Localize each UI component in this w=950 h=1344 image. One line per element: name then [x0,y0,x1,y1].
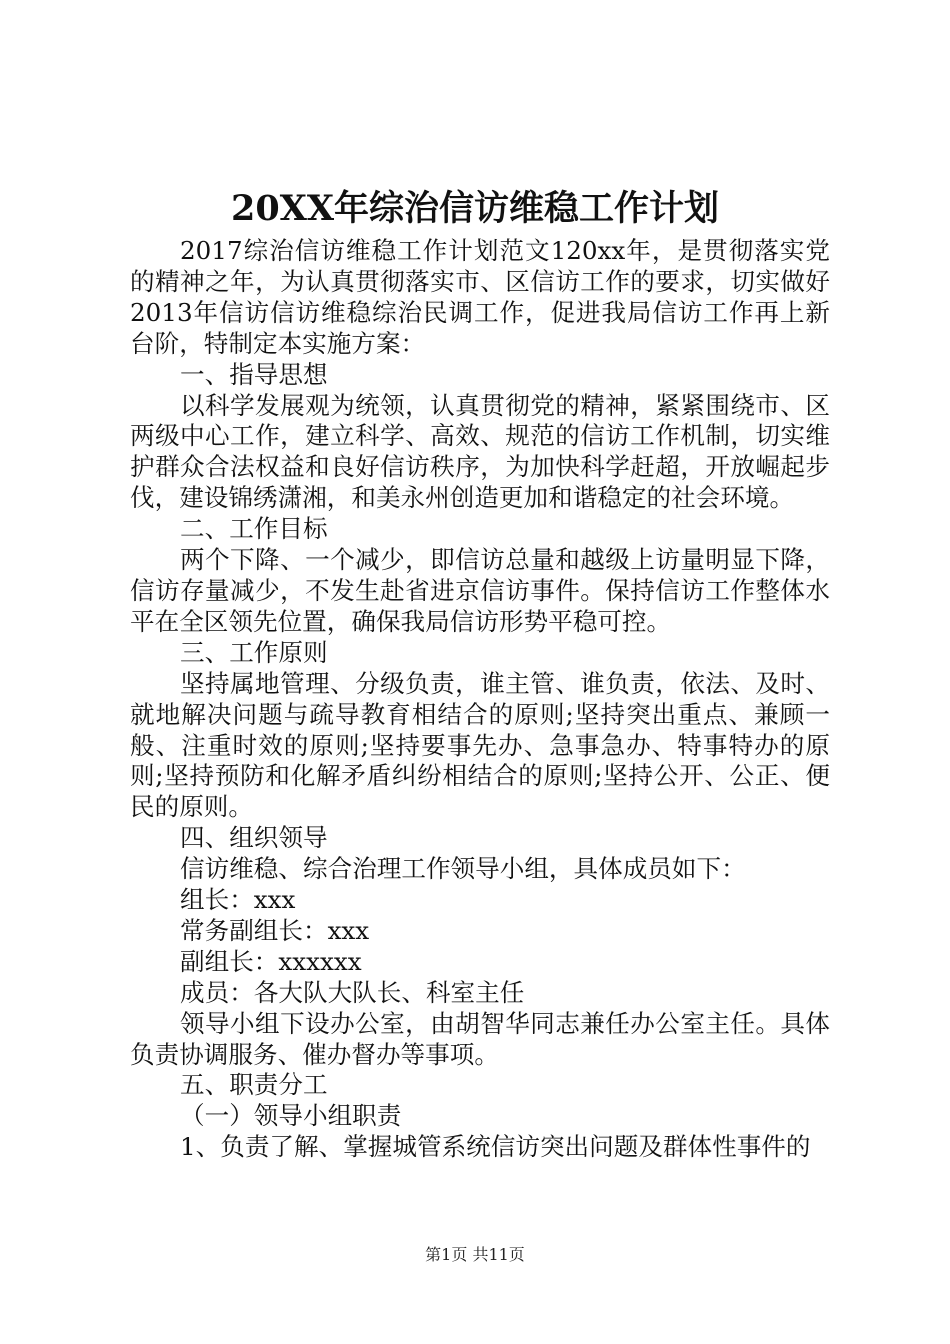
section-heading-work-goals: 二、工作目标 [180,514,328,544]
group-leader-line: 组长：xxx [180,885,296,915]
work-goals-paragraph: 两个下降、一个减少，即信访总量和越级上访量明显下降，信访存量减少，不发生赴省进京信访事件。保持信访工作整体水平在全区领先位置，确保我局信访形势平稳可控。 [130,545,830,636]
organization-intro: 信访维稳、综合治理工作领导小组，具体成员如下： [180,854,746,884]
section-heading-work-principles: 三、工作原则 [180,637,328,667]
section-heading-guiding-ideology: 一、指导思想 [180,359,328,389]
work-principles-paragraph: 坚持属地管理、分级负责，谁主管、谁负责，依法、及时、就地解决问题与疏导教育相结合的原则;坚持突出重点、兼顾一般、注重时效的原则;坚持要事先办、急事急办、特事特办的原则;坚持预防和化解矛盾纠纷相结合的原则;坚持公开、公正、便民的原则。 [130,668,830,822]
deputy-leader-line: 副组长：xxxxxx [180,946,362,976]
responsibility-item-1: 1、负责了解、掌握城管系统信访突出问题及群体性事件的 [180,1132,811,1162]
section-heading-responsibilities: 五、职责分工 [180,1070,328,1100]
members-line: 成员：各大队大队长、科室主任 [180,977,525,1007]
guiding-ideology-paragraph: 以科学发展观为统领，认真贯彻党的精神，紧紧围绕市、区两级中心工作，建立科学、高效、规范的信访工作机制，切实维护群众合法权益和良好信访秩序，为加快科学赶超，开放崛起步伐，建设锦绣潇湘，和美永州创造更加和谐稳定的社会环境。 [130,390,830,513]
section-heading-organization: 四、组织领导 [180,823,328,853]
executive-deputy-leader-line: 常务副组长：xxx [180,915,370,945]
intro-paragraph: 2017综治信访维稳工作计划范文120xx年，是贯彻落实党的精神之年，为认真贯彻落实市、区信访工作的要求，切实做好2013年信访信访维稳综治民调工作，促进我局信访工作再上新台阶，特制定本实施方案： [130,236,830,358]
document-title: 20XX年综治信访维稳工作计划 [230,188,720,229]
document-body [130,236,830,1163]
subsection-heading-leading-group: （一）领导小组职责 [180,1101,402,1131]
office-paragraph: 领导小组下设办公室，由胡智华同志兼任办公室主任。具体负责协调服务、催办督办等事项。 [130,1008,830,1069]
page-footer: 第1页 共11页 [425,1245,525,1264]
